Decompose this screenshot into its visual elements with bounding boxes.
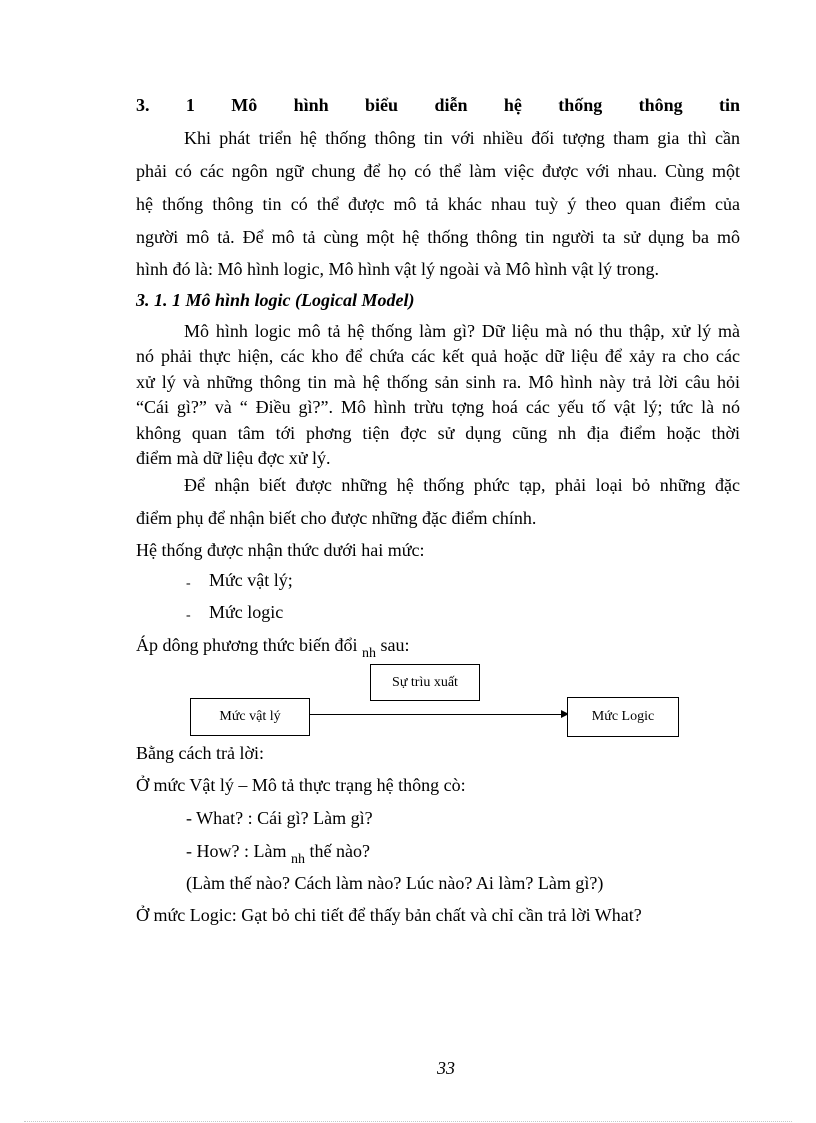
page-number: 33 (437, 1058, 455, 1078)
heading-word: Mô (231, 95, 258, 115)
heading-word: hệ (503, 95, 522, 115)
levels-intro: Hệ thống được nhận thức dưới hai mức: (136, 540, 425, 560)
paragraph-line: xử lý và những thông tin mà hệ thống sản sinh ra. Mô hình này trả lời câu hỏi (136, 372, 740, 392)
apply-line (136, 635, 410, 661)
what-line: - What? : Cái gì? Làm gì? (186, 808, 373, 828)
subsection-heading: 3. 1. 1 Mô hình logic (Logical Model) (136, 290, 415, 310)
paragraph-line: “Cái gì?” và “ Điều gì?”. Mô hình trừu tợng hoá các yếu tố vật lý; tức là nó (136, 397, 740, 417)
heading-word: thông (638, 95, 683, 115)
paragraph-line: Để nhận biết được những hệ thống phức tạp, phải loại bỏ những đặc (184, 475, 740, 495)
paragraph-line: hệ thống thông tin có thể được mô tả khác nhau tuỳ ý theo quan điểm của (136, 194, 740, 214)
page-bottom-rule (24, 1121, 792, 1122)
level-item: Mức vật lý; (209, 570, 293, 590)
transform-arrow-line (310, 714, 562, 715)
logic-level-box: Mức Logic (567, 697, 679, 737)
level-item: Mức logic (209, 602, 284, 622)
physical-level-line: Ở mức Vật lý – Mô tả thực trạng hệ thông cò: (136, 775, 466, 795)
how-line (186, 841, 370, 867)
logic-level-line: Ở mức Logic: Gạt bỏ chi tiết để thấy bản chất và chỉ cần trả lời What? (136, 905, 642, 925)
section-heading (136, 95, 740, 116)
questions-line: (Làm thế nào? Cách làm nào? Lúc nào? Ai làm? Làm gì?) (186, 873, 604, 893)
heading-word: 3. (136, 95, 150, 115)
how-line-after: thế nào? (309, 841, 370, 861)
heading-word: thống (558, 95, 603, 115)
paragraph-line: Khi phát triển hệ thống thông tin với nhiều đối tượng tham gia thì cần (184, 128, 740, 148)
paragraph-line: Mô hình logic mô tả hệ thống làm gì? Dữ liệu mà nó thu thập, xử lý mà (184, 321, 740, 341)
paragraph-line: phải có các ngôn ngữ chung để họ có thể làm việc được với nhau. Cùng một (136, 161, 740, 181)
paragraph-line: nó phải thực hiện, các kho để chứa các kết quả hoặc dữ liệu để xảy ra cho các (136, 346, 740, 366)
abstraction-box: Sự trìu xuất (370, 664, 480, 701)
heading-word: tin (718, 95, 740, 115)
paragraph-line: điểm phụ để nhận biết cho được những đặc điểm chính. (136, 508, 537, 528)
heading-word: hình (293, 95, 329, 115)
paragraph-line: điểm mà dữ liệu đợc xử lý. (136, 448, 331, 468)
heading-word: 1 (185, 95, 195, 115)
physical-level-box: Mức vật lý (190, 698, 310, 736)
apply-line-after: sau: (380, 635, 410, 655)
heading-word: diễn (434, 95, 468, 115)
apply-line-text: Áp dông phương thức biến đổi (136, 635, 358, 655)
paragraph-line: không quan tâm tới phơng tiện đợc sử dụng cũng nh địa điểm hoặc thời (136, 423, 740, 443)
bullet-dash: - (186, 608, 191, 623)
heading-word: biểu (365, 95, 399, 115)
apply-line-sub: nh (362, 646, 377, 661)
bullet-dash: - (186, 576, 191, 591)
paragraph-line: hình đó là: Mô hình logic, Mô hình vật lý ngoài và Mô hình vật lý trong. (136, 259, 659, 279)
how-line-sub: nh (290, 852, 305, 867)
how-line-text: - How? : Làm (186, 841, 287, 861)
paragraph-line: người mô tả. Để mô tả cùng một hệ thống thông tin người ta sử dụng ba mô (136, 227, 740, 247)
answer-intro: Bằng cách trả lời: (136, 743, 264, 763)
